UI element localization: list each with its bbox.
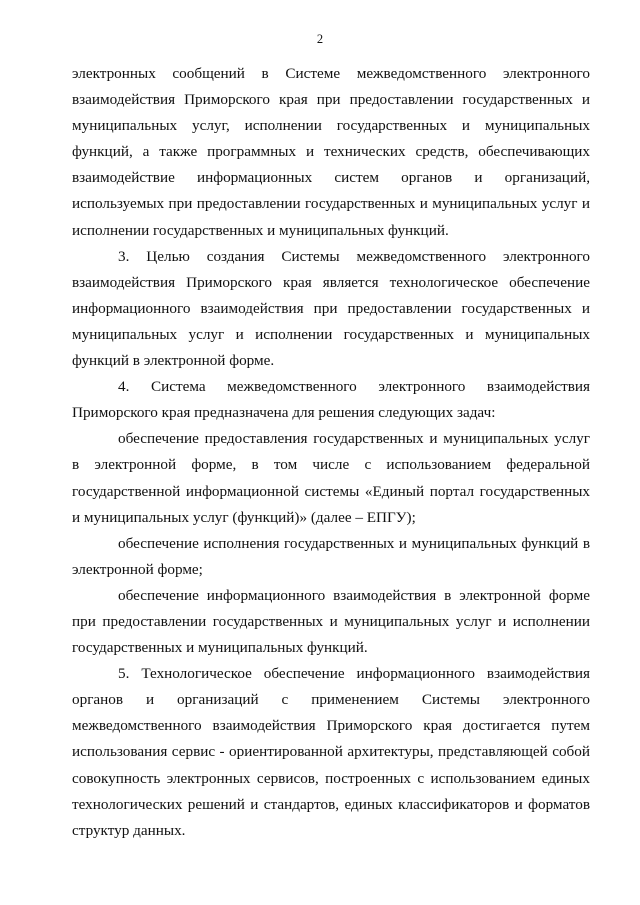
paragraph-continuation: электронных сообщений в Системе межведомственного электронного взаимодействия Приморского края при предоставлении государственных и муниципальных услуг, исполнении государственных и муниципальных функций, а также программных и технических средств, обеспечивающих взаимодействие информационных систем органов и организаций, используемых при предоставлении государственных и муниципальных услуг и исполнении государственных и муниципальных функций. xyxy=(72,65,590,239)
paragraph-item-5: 5. Технологическое обеспечение информационного взаимодействия органов и организаций с применением Системы электронного межведомственного взаимодействия Приморского края достигается путем использования сервис - ориентированной архитектуры, представляющей собой совокупность электронных сервисов, построенных с использованием единых технологических решений и стандартов, единых классификаторов и форматов структур данных. xyxy=(72,665,590,839)
paragraph-task-3: обеспечение информационного взаимодействия в электронной форме при предоставлении государственных и муниципальных услуг и исполнении государственных и муниципальных функций. xyxy=(72,586,590,657)
paragraph-task-2: обеспечение исполнения государственных и муниципальных функций в электронной форме; xyxy=(72,534,590,578)
document-body xyxy=(72,61,590,844)
page-number: 2 xyxy=(316,32,324,46)
paragraph-item-3: 3. Целью создания Системы межведомственного электронного взаимодействия Приморского края является технологическое обеспечение информационного взаимодействия при предоставлении государственных и муниципальных услуг и исполнении государственных и муниципальных функций в электронной форме. xyxy=(72,247,590,370)
paragraph-item-4: 4. Система межведомственного электронного взаимодействия Приморского края предназначена для решения следующих задач: xyxy=(72,378,590,422)
paragraph-task-1: обеспечение предоставления государственных и муниципальных услуг в электронной форме, в том числе с использованием федеральной государственной информационной системы «Единый портал государственных и муниципальных услуг (функций)» (далее – ЕПГУ); xyxy=(72,430,590,526)
